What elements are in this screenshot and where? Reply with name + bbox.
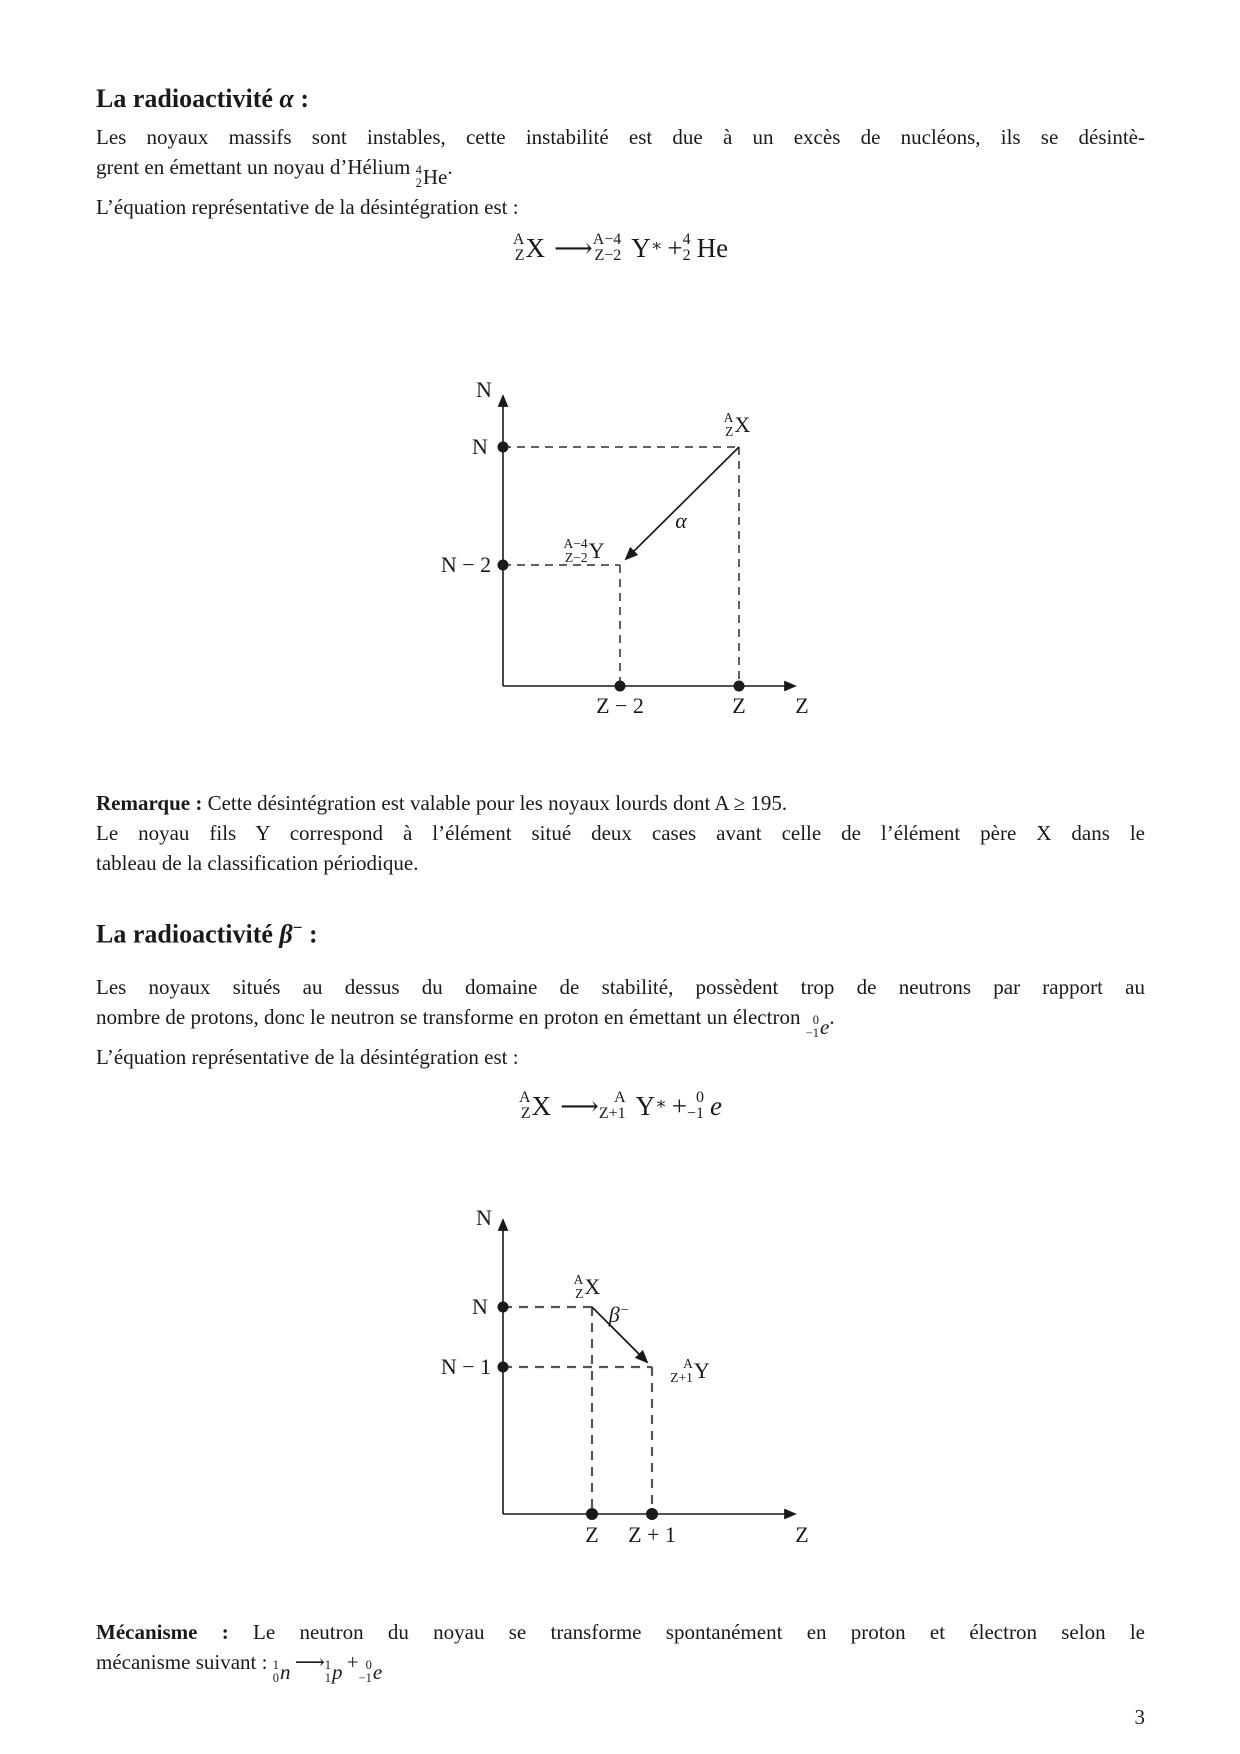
parent-nuclide-X: A Z X — [512, 231, 545, 264]
alpha-decay-arrow — [626, 447, 739, 559]
tick-label-N-1: N − 1 — [440, 1354, 492, 1379]
remark-label: Remarque : — [96, 791, 203, 815]
tick-label-Z: Z — [585, 1522, 599, 1547]
alpha-symbol: α — [279, 84, 294, 113]
reaction-arrow: ⟶ — [553, 232, 593, 263]
helium-scripts: 4 2 — [682, 231, 691, 264]
alpha-decay-equation — [96, 222, 1145, 274]
tick-dot-Z — [586, 1508, 598, 1520]
tick-dot-N-2 — [498, 560, 509, 571]
tick-label-N-2: N − 2 — [440, 552, 492, 577]
tick-dot-N — [498, 442, 509, 453]
plus-sign: + — [671, 1090, 687, 1121]
alpha-arrow-label: α — [675, 508, 687, 533]
helium-nuclide: 4 2 He — [415, 163, 448, 190]
electron-symbol: e — [709, 1090, 722, 1121]
beta-diagram-canvas — [385, 1210, 830, 1555]
tick-dot-Z-1 — [646, 1508, 658, 1520]
mechanism-paragraph — [96, 1617, 1145, 1687]
tick-label-N: N — [472, 1294, 488, 1319]
beta-para-line3: L’équation représentative de la désintégration est : — [96, 1044, 519, 1069]
tick-label-Z-1: Z + 1 — [628, 1522, 676, 1547]
alpha-section-title — [96, 84, 309, 114]
beta-title-text: La radioactivité — [96, 919, 280, 949]
beta-para-line1: Les noyaux situés au dessus du domaine de stabilité, possèdent trop de neutrons par rapport au — [96, 975, 1145, 999]
parent-nuclide-X: A Z X — [519, 1089, 552, 1122]
daughter-scripts: A Z+1 — [598, 1089, 626, 1122]
daughter-nuclide-label: A Z+1 Y — [670, 1356, 710, 1385]
x-axis-label: Z — [795, 693, 809, 718]
remark-line2: Le noyau fils Y correspond à l’élément situé deux cases avant celle de l’élément père X dans le — [96, 821, 1145, 845]
remark-line1: Remarque : Cette désintégration est valable pour les noyaux lourds dont A ≥ 195. — [96, 791, 788, 815]
remark-paragraph — [96, 788, 1145, 878]
beta-decay-diagram — [385, 1205, 830, 1555]
beta-symbol: β — [279, 919, 293, 949]
tick-dot-Z-2 — [615, 681, 626, 692]
mechanism-label: Mécanisme : — [96, 1620, 229, 1644]
mechanism-line1: Mécanisme : Le neutron du noyau se transforme spontanément en proton et électron selon le — [96, 1620, 1145, 1644]
tick-dot-Z — [734, 681, 745, 692]
daughter-nuclide-Y: Y∗ — [635, 1090, 667, 1121]
beta-title-colon: : — [302, 919, 318, 949]
parent-nuclide-label: A Z X — [723, 410, 751, 439]
helium-symbol: He — [696, 232, 729, 263]
tick-label-Z-2: Z − 2 — [596, 693, 644, 718]
beta-decay-equation — [96, 1080, 1145, 1132]
plus-sign: + — [667, 232, 683, 263]
alpha-title-text: La radioactivité — [96, 84, 280, 113]
electron-scripts: 0 −1 — [686, 1089, 704, 1122]
alpha-para-line3: L’équation représentative de la désintégration est : — [96, 194, 519, 219]
daughter-nuclide-Y: Y∗ — [631, 232, 663, 263]
alpha-para-line1: Les noyaux massifs sont instables, cette instabilité est due à un excès de nucléons, ils se désintè- — [96, 125, 1145, 149]
daughter-scripts: A−4 Z−2 — [592, 231, 622, 264]
beta-symbol-minus: − — [292, 918, 303, 937]
alpha-title-colon: : — [293, 84, 309, 113]
tick-label-N: N — [472, 434, 488, 459]
y-axis-label: N — [476, 1205, 492, 1230]
beta-arrow-label: β− — [608, 1302, 630, 1328]
beta-section-title — [96, 918, 318, 950]
mechanism-line2: mécanisme suivant : 1 0 n ⟶ 1 1 p + 0 −1 e — [96, 1650, 383, 1685]
alpha-diagram-canvas — [385, 340, 830, 725]
reaction-arrow: ⟶ — [560, 1090, 599, 1121]
tick-dot-N — [498, 1302, 509, 1313]
page-number: 3 — [1134, 1705, 1145, 1729]
tick-dot-N-1 — [498, 1362, 509, 1373]
beta-para-line2: nombre de protons, donc le neutron se transforme en proton en émettant un électron 0 −1 e . — [96, 1005, 835, 1040]
electron-nuclide: 0 −1 e — [805, 1013, 830, 1040]
x-axis-label: Z — [795, 1522, 809, 1547]
alpha-para-line2: grent en émettant un noyau d’Hélium 4 2 He . — [96, 155, 453, 190]
remark-line3: tableau de la classification périodique. — [96, 851, 419, 875]
parent-nuclide-label: A Z X — [573, 1272, 601, 1301]
daughter-nuclide-label: A−4 Z−2 Y — [563, 536, 605, 565]
y-axis-label: N — [476, 377, 492, 402]
beta-paragraph — [96, 972, 1145, 1072]
alpha-paragraph — [96, 122, 1145, 222]
alpha-decay-diagram — [385, 340, 830, 725]
tick-label-Z: Z — [732, 693, 746, 718]
neutron-decay-equation: 1 0 n ⟶ 1 1 p + 0 −1 e — [272, 1650, 383, 1685]
